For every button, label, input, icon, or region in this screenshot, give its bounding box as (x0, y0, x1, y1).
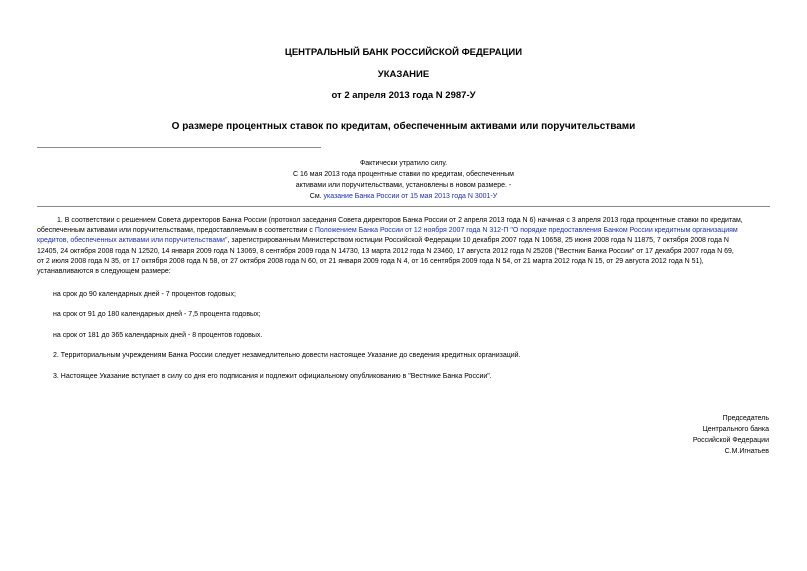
paragraph-1-line-4: 12405, 24 октября 2008 года N 12520, 14 января 2009 года N 13069, 8 сентября 2009 года N 14730, 13 марта 2012 года N 23460, 17 августа 2012 года N 25208 ("Вестник Банка России" от 17 декабря 2007 года N 69, (37, 247, 734, 255)
paragraph-1-line-6: устанавливаются в следующем размере: (37, 268, 171, 276)
issuer-heading: ЦЕНТРАЛЬНЫЙ БАНК РОССИЙСКОЙ ФЕДЕРАЦИИ (284, 47, 523, 58)
rate-item-3-text: на срок от 181 до 365 календарных дней - 8 процентов годовых. (53, 332, 263, 339)
date-number-heading: от 2 апреля 2013 года N 2987-У (331, 90, 476, 101)
status-note-line-1: Фактически утратило силу. (359, 160, 448, 167)
status-note-line-3: активами или поручительствами, установлены в новом размере. - (295, 182, 512, 189)
rate-item-2-text: на срок от 91 до 180 календарных дней - 7,5 процента годовых; (53, 311, 261, 318)
status-note-prefix: См. (309, 193, 324, 200)
signature-line-2: Центрального банка (702, 426, 769, 433)
paragraph-1-line-5: от 2 июля 2008 года N 35, от 17 октября 2008 года N 58, от 27 октября 2008 года N 60, от 21 января 2009 года N 4, от 16 сентября 2009 года N 54, от 21 марта 2012 года N 15, от 29 августа 2012 года N 51), (37, 257, 704, 265)
rate-item-1-text: на срок до 90 календарных дней - 7 процентов годовых; (53, 291, 236, 298)
superseding-act-link[interactable]: указание Банка России от 15 мая 2013 года N 3001-У (323, 193, 498, 200)
signatory-name: С.М.Игнатьев (724, 448, 769, 455)
paragraph-1-line-3-text: , зарегистрированным Министерством юстиции Российской Федерации 10 декабря 2007 года N 10658, 25 июня 2008 года N 11875, 7 октября 2008 года N (227, 237, 729, 245)
long-divider (37, 206, 770, 207)
signature-line-3: Российской Федерации (692, 437, 769, 444)
paragraph-2 (37, 351, 770, 361)
paragraph-1-line-1: 1. В соответствии с решением Совета директоров Банка России (протокол заседания Совета директоров Банка России от 2 апреля 2013 года N 6) начиная с 3 апреля 2013 года процентные ставки по кредитам, (57, 217, 743, 224)
paragraph-2-text: 2. Территориальным учреждениям Банка России следует незамедлительно довести настоящее Указание до сведения кредитных организаций. (53, 352, 521, 359)
short-divider (37, 147, 321, 148)
status-note-line-4 (0, 191, 807, 202)
paragraph-3-text: 3. Настоящее Указание вступает в силу со дня его подписания и подлежит официальному опубликованию в "Вестнике Банка России". (53, 373, 492, 380)
signature-line-1: Председатель (722, 415, 769, 422)
status-note-line-2: С 16 мая 2013 года процентные ставки по кредитам, обеспеченным (293, 171, 514, 178)
paragraph-1-line-3 (37, 236, 770, 246)
paragraph-1-line-2 (37, 226, 770, 236)
regulation-312p-link-cont[interactable]: кредитов, обеспеченных активами или поручительствами" (37, 237, 228, 245)
rate-item-3 (37, 331, 770, 341)
rate-item-2 (37, 310, 770, 320)
regulation-312p-link[interactable]: Положением Банка России от 12 ноября 2007 года N 312-П "О порядке предоставления Банком России кредитным организациям (314, 227, 738, 235)
document-title: О размере процентных ставок по кредитам, обеспеченным активами или поручительствами (171, 121, 636, 132)
document-type-heading: УКАЗАНИЕ (377, 69, 430, 80)
paragraph-3 (37, 372, 770, 382)
paragraph-1 (37, 216, 770, 277)
paragraph-1-line-2-text: обеспеченным активами или поручительствами, предоставляемым в соответствии с (37, 227, 315, 235)
rate-item-1 (37, 290, 770, 300)
